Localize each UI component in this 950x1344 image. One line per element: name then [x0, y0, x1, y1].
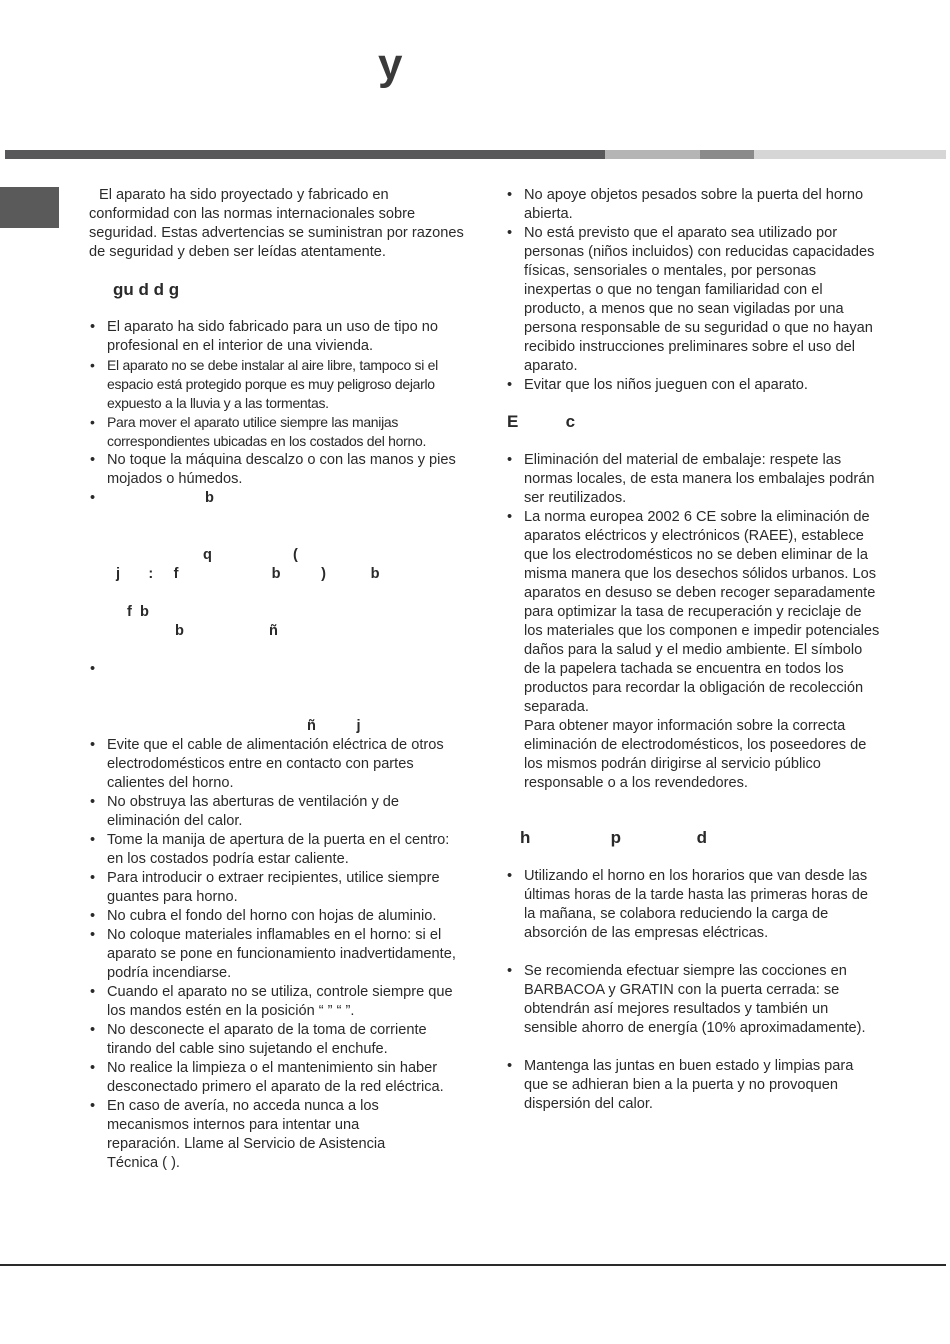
- text-fragment: q (: [203, 547, 298, 563]
- list-item: • Evite que el cable de alimentación eléctrica de otros electrodomésticos entre en contacto con partes calientes del horno.: [89, 736, 464, 793]
- header-bar-dark: [5, 150, 605, 159]
- list-item: • No realice la limpieza o el mantenimiento sin haber desconectado primero el aparato de la red eléctrica.: [89, 1059, 464, 1097]
- header-bar-pale: [754, 150, 946, 159]
- list-item: • No desconecte el aparato de la toma de corriente tirando del cable sino sujetando el enchufe.: [89, 1021, 464, 1059]
- section-heading-disposal: E c: [507, 412, 576, 431]
- safety-list-right: [506, 186, 881, 395]
- list-item: • No obstruya las aberturas de ventilación y de eliminación del calor.: [89, 793, 464, 831]
- energy-list: [506, 867, 881, 1114]
- page-title-fragment: y: [378, 40, 403, 89]
- list-item: • Eliminación del material de embalaje: respete las normas locales, de esta manera los embalajes podrán ser reutilizados.: [506, 451, 881, 508]
- safety-list-a: [89, 318, 464, 508]
- right-column: [506, 186, 881, 1114]
- safety-list-b: [89, 736, 464, 1173]
- text-fragment: j : f b ) b: [116, 566, 380, 582]
- list-item-fragment: [89, 489, 464, 508]
- list-item: • Utilizando el horno en los horarios que van desde las últimas horas de la tarde hasta las primeras horas de la mañana, se colabora reduciendo la carga de absorción de las empresas eléctricas.: [506, 867, 881, 943]
- disposal-note: Para obtener mayor información sobre la correcta eliminación de electrodomésticos, los poseedores de los mismos podrán dirigirse al servicio público responsable o a los revendedores.: [524, 718, 867, 791]
- text-fragment: b ñ: [175, 623, 278, 639]
- section-heading-energy: h p d: [520, 828, 708, 847]
- language-tab: [0, 187, 59, 228]
- list-item: • Mantenga las juntas en buen estado y limpias para que se adhieran bien a la puerta y no provoquen dispersión del calor.: [506, 1057, 881, 1114]
- list-item: • No coloque materiales inflamables en el horno: si el aparato se pone en funcionamiento inadvertidamente, podría incendiarse.: [89, 926, 464, 983]
- disposal-list: [506, 451, 881, 717]
- safety-list-fragment: [89, 660, 464, 679]
- left-column: [89, 186, 464, 1173]
- list-item: • La norma europea 2002 6 CE sobre la eliminación de aparatos eléctricos y electrónicos (RAEE), establece que los electrodomésticos no se deben eliminar de la misma manera que los desechos sólidos urbanos. Los aparatos en desuso se deben recoger separadamente para optimizar la tasa de recuperación y reciclaje de los materiales que los componen e impedir potenciales daños para la salud y el medio ambiente. El símbolo de la papelera tachada se encuentra en todos los productos para recordar la obligación de recolección separada.: [506, 508, 881, 717]
- list-item: • El aparato ha sido fabricado para un uso de tipo no profesional en el interior de una vivienda.: [89, 318, 464, 356]
- list-item: • El aparato no se debe instalar al aire libre, tampoco si el espacio está protegido porque es muy peligroso dejarlo expuesto a la lluvia y a las tormentas.: [89, 356, 464, 413]
- text-fragment: ñ j: [307, 718, 361, 734]
- header-bar-mid: [700, 150, 754, 159]
- list-item: • Evitar que los niños jueguen con el aparato.: [506, 376, 881, 395]
- text-fragment: b: [205, 490, 214, 506]
- list-item: • Para introducir o extraer recipientes, utilice siempre guantes para horno.: [89, 869, 464, 907]
- footer-rule: [0, 1264, 946, 1266]
- spacer: [506, 943, 881, 962]
- header-bar-light: [605, 150, 700, 159]
- list-item: • Cuando el aparato no se utiliza, controle siempre que los mandos estén en la posición “ ” “ ”.: [89, 983, 464, 1021]
- list-item: • Para mover el aparato utilice siempre las manijas correspondientes ubicadas en los costados del horno.: [89, 413, 464, 451]
- list-item-fragment: [89, 660, 464, 679]
- list-item: • No apoye objetos pesados sobre la puerta del horno abierta.: [506, 186, 881, 224]
- section-heading-safety: gu d d g: [113, 280, 180, 299]
- intro-paragraph: El aparato ha sido proyectado y fabricado en conformidad con las normas internacionales sobre seguridad. Estas advertencias se suministran por razones de seguridad y deben ser leídas atentamente.: [89, 187, 464, 260]
- list-item: • En caso de avería, no acceda nunca a los mecanismos internos para intentar una reparación. Llame al Servicio de Asistencia Técnica ( ).: [89, 1097, 464, 1173]
- list-item: • Tome la manija de apertura de la puerta en el centro: en los costados podría estar caliente.: [89, 831, 464, 869]
- spacer: [506, 1038, 881, 1057]
- list-item: • No está previsto que el aparato sea utilizado por personas (niños incluidos) con reducidas capacidades físicas, sensoriales o mentales, por personas inexpertas o que no tengan familiaridad con el producto, a menos que no sean vigiladas por una persona responsable de su seguridad o que no hayan recibido instrucciones preliminares sobre el uso del aparato.: [506, 224, 881, 376]
- list-item: • Se recomienda efectuar siempre las cocciones en BARBACOA y GRATIN con la puerta cerrada: se obtendrán así mejores resultados y también un sensible ahorro de energía (10% aproximadamente).: [506, 962, 881, 1038]
- list-item: • No toque la máquina descalzo o con las manos y pies mojados o húmedos.: [89, 451, 464, 489]
- list-item: • No cubra el fondo del horno con hojas de aluminio.: [89, 907, 464, 926]
- text-fragment: f b: [127, 604, 149, 620]
